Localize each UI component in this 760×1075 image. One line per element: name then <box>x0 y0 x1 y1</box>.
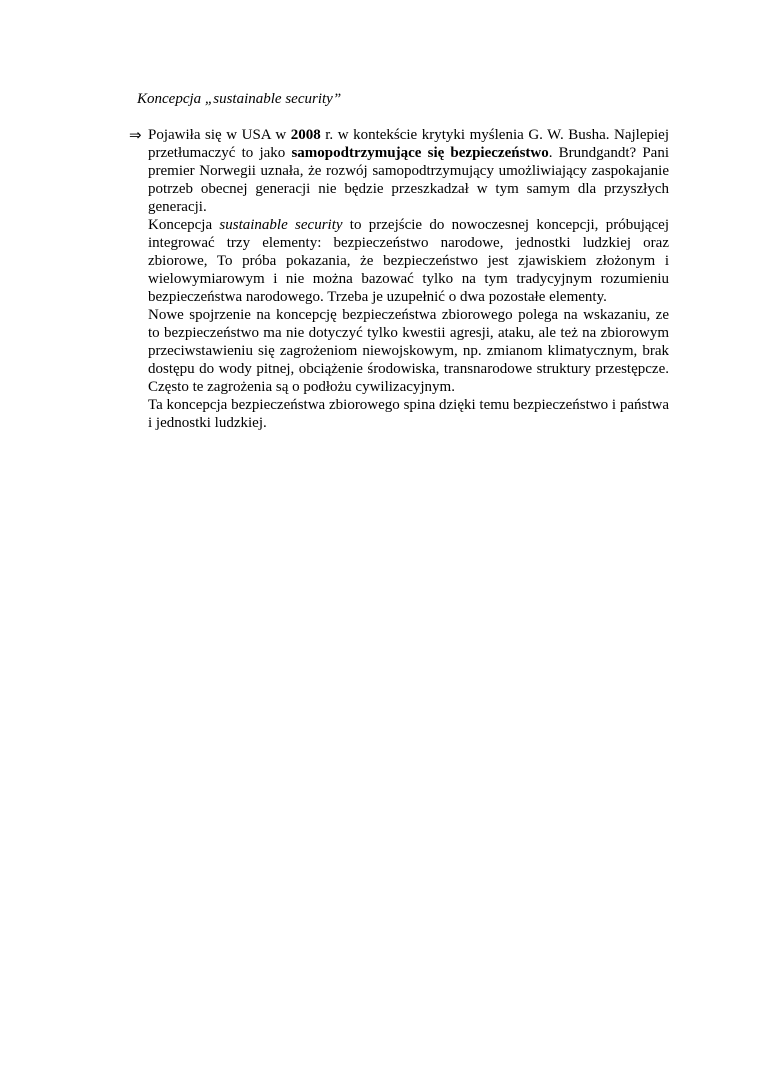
p1-year: 2008 <box>290 127 321 143</box>
p1-text-a: Pojawiła się w USA w <box>148 127 291 143</box>
p2-text-b: to przejście do nowoczesnej koncepcji, próbującej integrować trzy elementy: bezpieczeństwo narodowe, jednostki ludzkiej oraz zbiorowe, To próba pokazania, że bezpieczeństwo jest zjawiskiem złożonym i wielowymiarowym i nie można bazować tylko na tym tradycyjnym rozumieniu bezpieczeństwa narodowego. Trzeba je uzupełnić o dwa pozostałe elementy. <box>148 217 670 305</box>
title-prefix: Koncepcja „ <box>137 91 214 107</box>
title-suffix: ” <box>332 91 342 107</box>
document-body <box>148 126 669 432</box>
paragraph-1 <box>148 126 669 216</box>
p1-text-b: r. w kontekście krytyki myślenia G. W. Busha. Najlepiej przetłumaczyć to jako <box>148 127 670 161</box>
p2-text-a: Koncepcja <box>148 217 220 233</box>
right-arrow-icon: ⇒ <box>129 126 142 144</box>
p2-italic: sustainable security <box>219 217 343 233</box>
p1-text-c: . Brundgandt? Pani premier Norwegii uznała, że rozwój samopodtrzymujący umożliwiający zaspokajanie potrzeb obecnej generacji nie będzie przeszkadzał w tym samym dla przyszłych generacji. <box>148 145 669 215</box>
document-title <box>137 90 341 108</box>
title-italic: sustainable security <box>213 91 333 107</box>
paragraph-4: Ta koncepcja bezpieczeństwa zbiorowego spina dzięki temu bezpieczeństwo i państwa i jednostki ludzkiej. <box>148 397 669 431</box>
paragraph-2 <box>148 216 669 306</box>
paragraph-3: Nowe spojrzenie na koncepcję bezpieczeństwa zbiorowego polega na wskazaniu, ze to bezpieczeństwo ma nie dotyczyć tylko kwestii agresji, ataku, ale też na zbiorowym przeciwstawieniu się zagrożeniom niewojskowym, np. zmianom klimatycznym, brak dostępu do wody pitnej, obciążenie środowiska, transnarodowe struktury przestępcze. Często te zagrożenia są o podłożu cywilizacyjnym. <box>148 307 669 395</box>
p1-term: samopodtrzymujące się bezpieczeństwo <box>291 145 549 161</box>
